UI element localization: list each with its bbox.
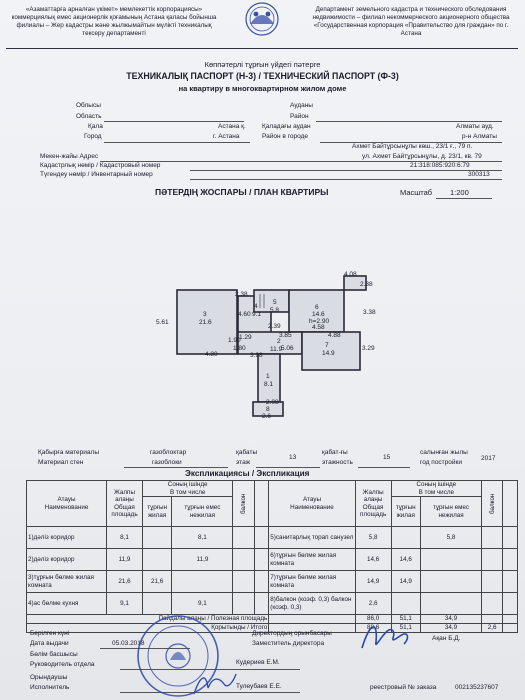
issued-ru: Дата выдачи (30, 640, 69, 647)
audany-line (316, 121, 502, 122)
head-name: Кудериев Е.М. (236, 659, 280, 666)
year-kz: салынған жылы (420, 449, 468, 456)
h-nonliving-left: тұрғын емес нежилая (172, 497, 233, 527)
dir-kz: Директордың орынбасары (252, 630, 332, 637)
total-row: Қорытынды / Итого 88,6 51,1 34,9 2,6 (27, 624, 518, 633)
floors-ru: этаж (236, 459, 251, 466)
left-org-header: «Азаматтарға арналған үкімет» мемлекеттік корпорациясы» коммерциялық емес акционерлік қоғамының Астана қаласы бойынша филиалы – Жер кадастры және жылжымайтын мүлікті техникалық тексеру департаменті (11, 6, 217, 37)
doc-subtitle-kz: Көппәтерлі тұрғын үйдегі пәтерге (204, 60, 321, 69)
cad-val: 21:318:085:920:6:79 (410, 162, 470, 169)
storeys-kz: қабат-ғы (322, 449, 348, 456)
head-kz: Бөлім басшысы (30, 651, 78, 658)
wall-line (124, 467, 228, 468)
plan-d9: 4.88 (328, 332, 341, 339)
plan-d4: 4.60 (238, 311, 251, 318)
plan-r4: 4 (254, 303, 258, 310)
audany-ru: Район (290, 113, 309, 120)
plan-r8a: 2.6 (262, 413, 272, 420)
plan-r2: 2 (277, 338, 281, 345)
qala-val-kz: Астана қ. (218, 123, 246, 130)
year-ru: год постройки (420, 459, 462, 466)
qala-audan-ru: Район в городе (262, 133, 308, 140)
explication-table (26, 480, 518, 633)
inv-val: 300313 (468, 171, 490, 178)
doc-subtitle-ru: на квартиру в многоквартирном жилом доме (178, 84, 347, 93)
plan-d7: 5.06 (281, 345, 294, 352)
scale-val: 1:200 (450, 188, 469, 197)
right-org-header: Департамент земельного кадастра и технического обследования недвижимости – филиал некоммерческого акционерного общества «Государственная корпорация «Правительство для граждан» по г. Астана (312, 6, 510, 37)
expl-title: Экспликациясы / Экспликация (185, 469, 310, 478)
useful-area-row: Пайдалы алаңы / Полезная площадь 86,0 51,1 34,9 (27, 615, 518, 624)
storeys-ru: этажность (322, 459, 353, 466)
plan-r8: 8 (266, 406, 270, 413)
plan-r1: 1 (266, 373, 270, 380)
addr-val-ru: ул. Ахмет Байтұрсынұлы, д. 23/1, кв. 79 (362, 153, 482, 160)
reg-val: 002135237607 (455, 684, 499, 691)
plan-d14: 1.90 (228, 337, 241, 344)
plan-r7: 7 (325, 342, 329, 349)
plan-d12: 3.98 (250, 352, 263, 359)
doc-title: ТЕХНИКАЛЫҚ ПАСПОРТ (Н-3) / ТЕХНИЧЕСКИЙ ПАСПОРТ (Ф-3) (126, 71, 399, 81)
table-row: 4)ас бөлме кухня 9,1 9,1 8)балкон (коэф. 0,3) балкон (коэф. 0,3) 2,6 (27, 593, 518, 615)
inv-label: Түгендеу нөмір / Инвентарный номер (40, 171, 153, 178)
plan-d8: 4.58 (312, 324, 325, 331)
head-ru: Руководитель отдела (30, 661, 95, 668)
oblys-kz: Облысы (76, 102, 101, 109)
cad-label: Кадастрлық нөмір / Кадастровый номер (40, 162, 161, 169)
wall-val-ru: газоблоки (152, 459, 182, 466)
audany-kz: Ауданы (290, 102, 313, 109)
head-signature-icon (190, 670, 240, 698)
plan-d13: 2.08 (266, 399, 279, 406)
plan-d15: 2.39 (268, 323, 281, 330)
plan-r6h: h=2.90 (309, 318, 330, 325)
qala-audan-kz: Қаладағы аудан (262, 123, 311, 130)
h-name-right: Атауы Наименование (269, 481, 355, 527)
qala-val-ru: г. Астана (213, 133, 240, 140)
plan-r2a: 11.9 (270, 346, 283, 353)
dir-name: Ақан Б.Д. (432, 635, 461, 642)
exec-name: Тулеубаев Е.Е. (236, 683, 282, 690)
plan-d11: 3.29 (362, 345, 375, 352)
h-area-right: Жалпы алаңы Общая площадь (355, 481, 391, 527)
scale-label: Масштаб (400, 188, 433, 197)
storeys-val: 15 (383, 454, 391, 461)
plan-r3a: 21.6 (199, 319, 212, 326)
plan-d5: 1.80 (233, 345, 246, 352)
plan-d10: 4.08 (344, 271, 357, 278)
floor-plan (150, 268, 380, 428)
plan-r5a: 5.8 (270, 307, 280, 314)
h-living-left: тұрғын жилая (142, 497, 172, 527)
h-name-left: Атауы Наименование (27, 481, 107, 527)
table-row: 2)дәліз коридор 11,9 11,9 6)тұрғын бөлме жилая комната 14,6 14,6 (27, 549, 518, 571)
issued-val: 05.03.2018 (112, 640, 145, 647)
wall-kz: Қабырға материалы (38, 449, 99, 456)
h-balcony-left: балкон (233, 481, 254, 527)
inv-line (190, 179, 502, 180)
h-area-left: Жалпы алаңы Общая площадь (107, 481, 143, 527)
scale-line (436, 198, 492, 199)
addr-label: Мекен-жайы Адрес (40, 153, 99, 160)
oblys-ru: Область (76, 113, 102, 120)
floors-kz: қабаты (236, 449, 258, 456)
plan-d16: 2.38 (360, 281, 373, 288)
plan-r7a: 14.9 (322, 350, 335, 357)
qala-audan-val-ru: р-н Алматы (462, 133, 497, 140)
qala-line (104, 142, 250, 143)
exec-ru: Исполнитель (30, 684, 70, 691)
h-balcony-right: балкон (482, 481, 503, 527)
plan-r6: 6 (315, 304, 319, 311)
plan-title: ПӘТЕРДІҢ ЖОСПАРЫ / ПЛАН КВАРТИРЫ (155, 187, 329, 197)
wall-ru: Материал стен (38, 459, 84, 466)
plan-r1a: 8.1 (264, 381, 274, 388)
h-nonliving-right: тұрғын емес нежилая (421, 497, 482, 527)
exec-kz: Орындаушы (30, 674, 68, 681)
plan-d17: 3.38 (363, 309, 376, 316)
plan-r6a: 14.6 (312, 311, 325, 318)
director-signature-icon (356, 616, 416, 656)
header-divider (6, 48, 518, 49)
qala-audan-val-kz: Алматы ауд. (456, 123, 494, 130)
plan-d1: 5.61 (156, 319, 169, 326)
plan-r5: 5 (273, 299, 277, 306)
table-row: 1)дәліз коридор 8,1 8,1 5)санитарлық торап санузел 5,8 5,8 (27, 527, 518, 549)
cad-line (190, 170, 502, 171)
reg-label: реестровый № заказа (370, 684, 437, 691)
plan-d2: 4.80 (205, 351, 218, 358)
plan-d18: 1.29 (239, 334, 252, 341)
table-row: 3)тұрғын бөлме жилая комната 21,6 21,6 7)тұрғын бөлме жилая комната 14,9 14,9 (27, 571, 518, 593)
year-val: 2017 (481, 455, 496, 462)
storeys-line (358, 467, 410, 468)
qala-ru: Город (84, 133, 102, 140)
plan-r4a: 9.1 (252, 311, 262, 318)
h-sub-left: Соның ішінде В том числе (142, 481, 233, 497)
h-sub-right: Соның ішінде В том числе (391, 481, 482, 497)
floors-val: 13 (289, 454, 297, 461)
plan-r3: 3 (203, 311, 207, 318)
dir-ru: Заместитель директора (252, 640, 325, 647)
floors-line (256, 467, 320, 468)
oblys-line (104, 121, 244, 122)
addr-val-kz: Ахмет Байтұрсынұлы көш., 23/1 ғ., 79 п. (352, 143, 473, 150)
h-living-right: тұрғын жилая (391, 497, 421, 527)
wall-val-kz: газоблоктар (150, 449, 187, 456)
plan-d6: 3.85 (279, 332, 292, 339)
corporation-emblem-icon (226, 2, 298, 36)
issued-kz: Берілген күні (30, 630, 70, 637)
qala-kz: Қала (88, 123, 103, 130)
plan-d3: 2.38 (235, 291, 248, 298)
